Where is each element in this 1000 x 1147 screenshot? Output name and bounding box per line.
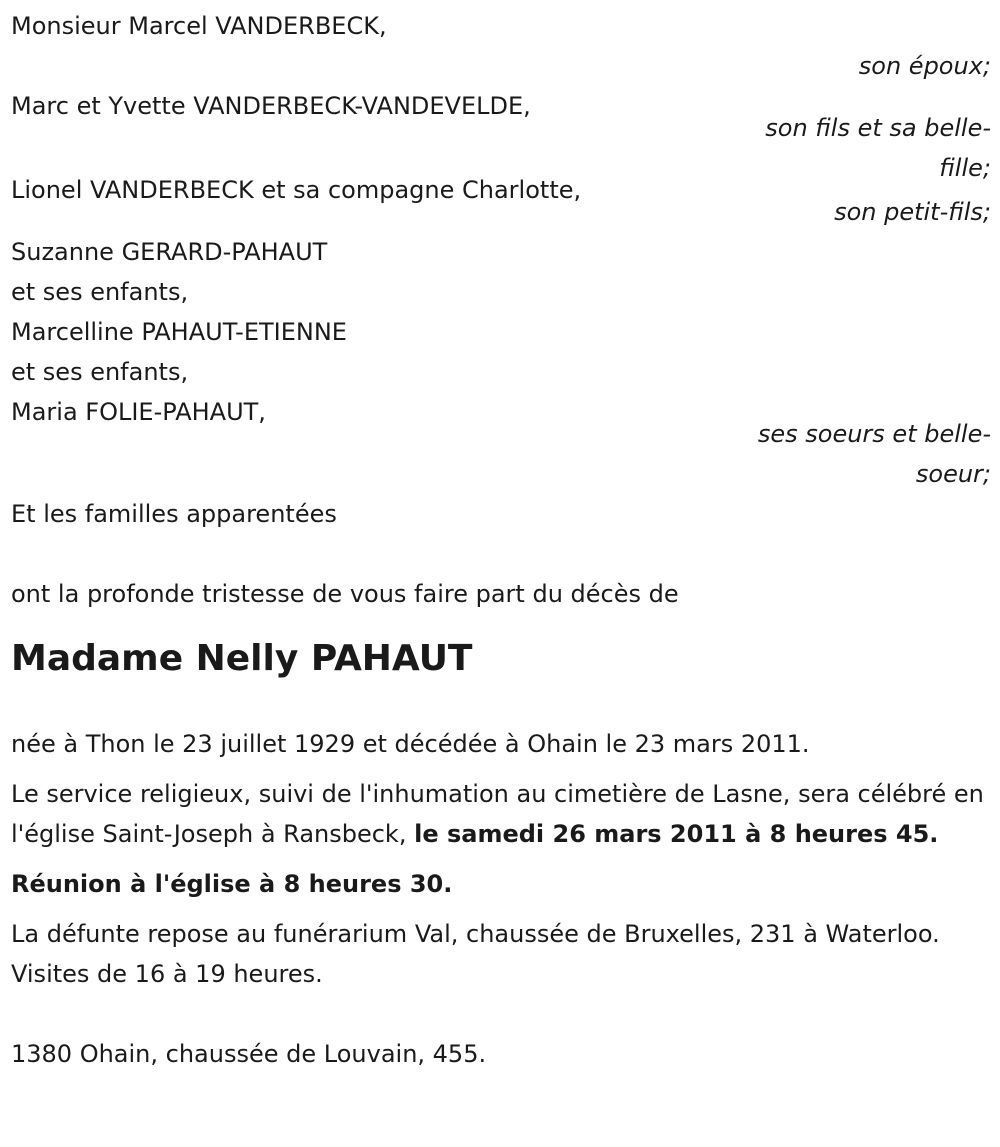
service-text: Le service religieux, suivi de l'inhumation au cimetière de Lasne, sera célébré en l'église Saint-Joseph à Ransbeck,: [11, 780, 984, 848]
service-date: le samedi 26 mars 2011 à 8 heures 45.: [414, 820, 939, 848]
intro-line: ont la profonde tristesse de vous faire part du décès de: [11, 580, 679, 608]
role-grandson: son petit-fils;: [834, 198, 991, 226]
deceased-name: Madame Nelly PAHAUT: [11, 638, 473, 679]
funeral-home-paragraph: La défunte repose au funérarium Val, chaussée de Bruxelles, 231 à Waterloo. Visites de 16 à 19 heures.: [11, 920, 940, 988]
family-member-son: Marc et Yvette VANDERBECK-VANDEVELDE,: [11, 92, 531, 120]
family-member-sister-1-children: et ses enfants,: [11, 278, 189, 306]
birth-death-line: née à Thon le 23 juillet 1929 et décédée à Ohain le 23 mars 2011.: [11, 730, 810, 758]
obituary-document: [11, 6, 991, 1074]
role-son: son fils et sa belle- fille;: [765, 114, 991, 182]
role-spouse: son époux;: [858, 52, 991, 80]
meeting-line: Réunion à l'église à 8 heures 30.: [11, 870, 453, 898]
family-member-sister-2-children: et ses enfants,: [11, 358, 189, 386]
family-member-sister-2: Marcelline PAHAUT-ETIENNE: [11, 318, 347, 346]
family-member-sister-3: Maria FOLIE-PAHAUT,: [11, 398, 266, 426]
family-member-spouse: Monsieur Marcel VANDERBECK,: [11, 12, 387, 40]
relatives-line: Et les familles apparentées: [11, 500, 337, 528]
family-member-grandson: Lionel VANDERBECK et sa compagne Charlotte,: [11, 176, 582, 204]
role-sisters: ses soeurs et belle- soeur;: [757, 420, 991, 488]
address-line: 1380 Ohain, chaussée de Louvain, 455.: [11, 1040, 487, 1068]
service-paragraph: [11, 774, 986, 854]
family-member-sister-1: Suzanne GERARD-PAHAUT: [11, 238, 328, 266]
